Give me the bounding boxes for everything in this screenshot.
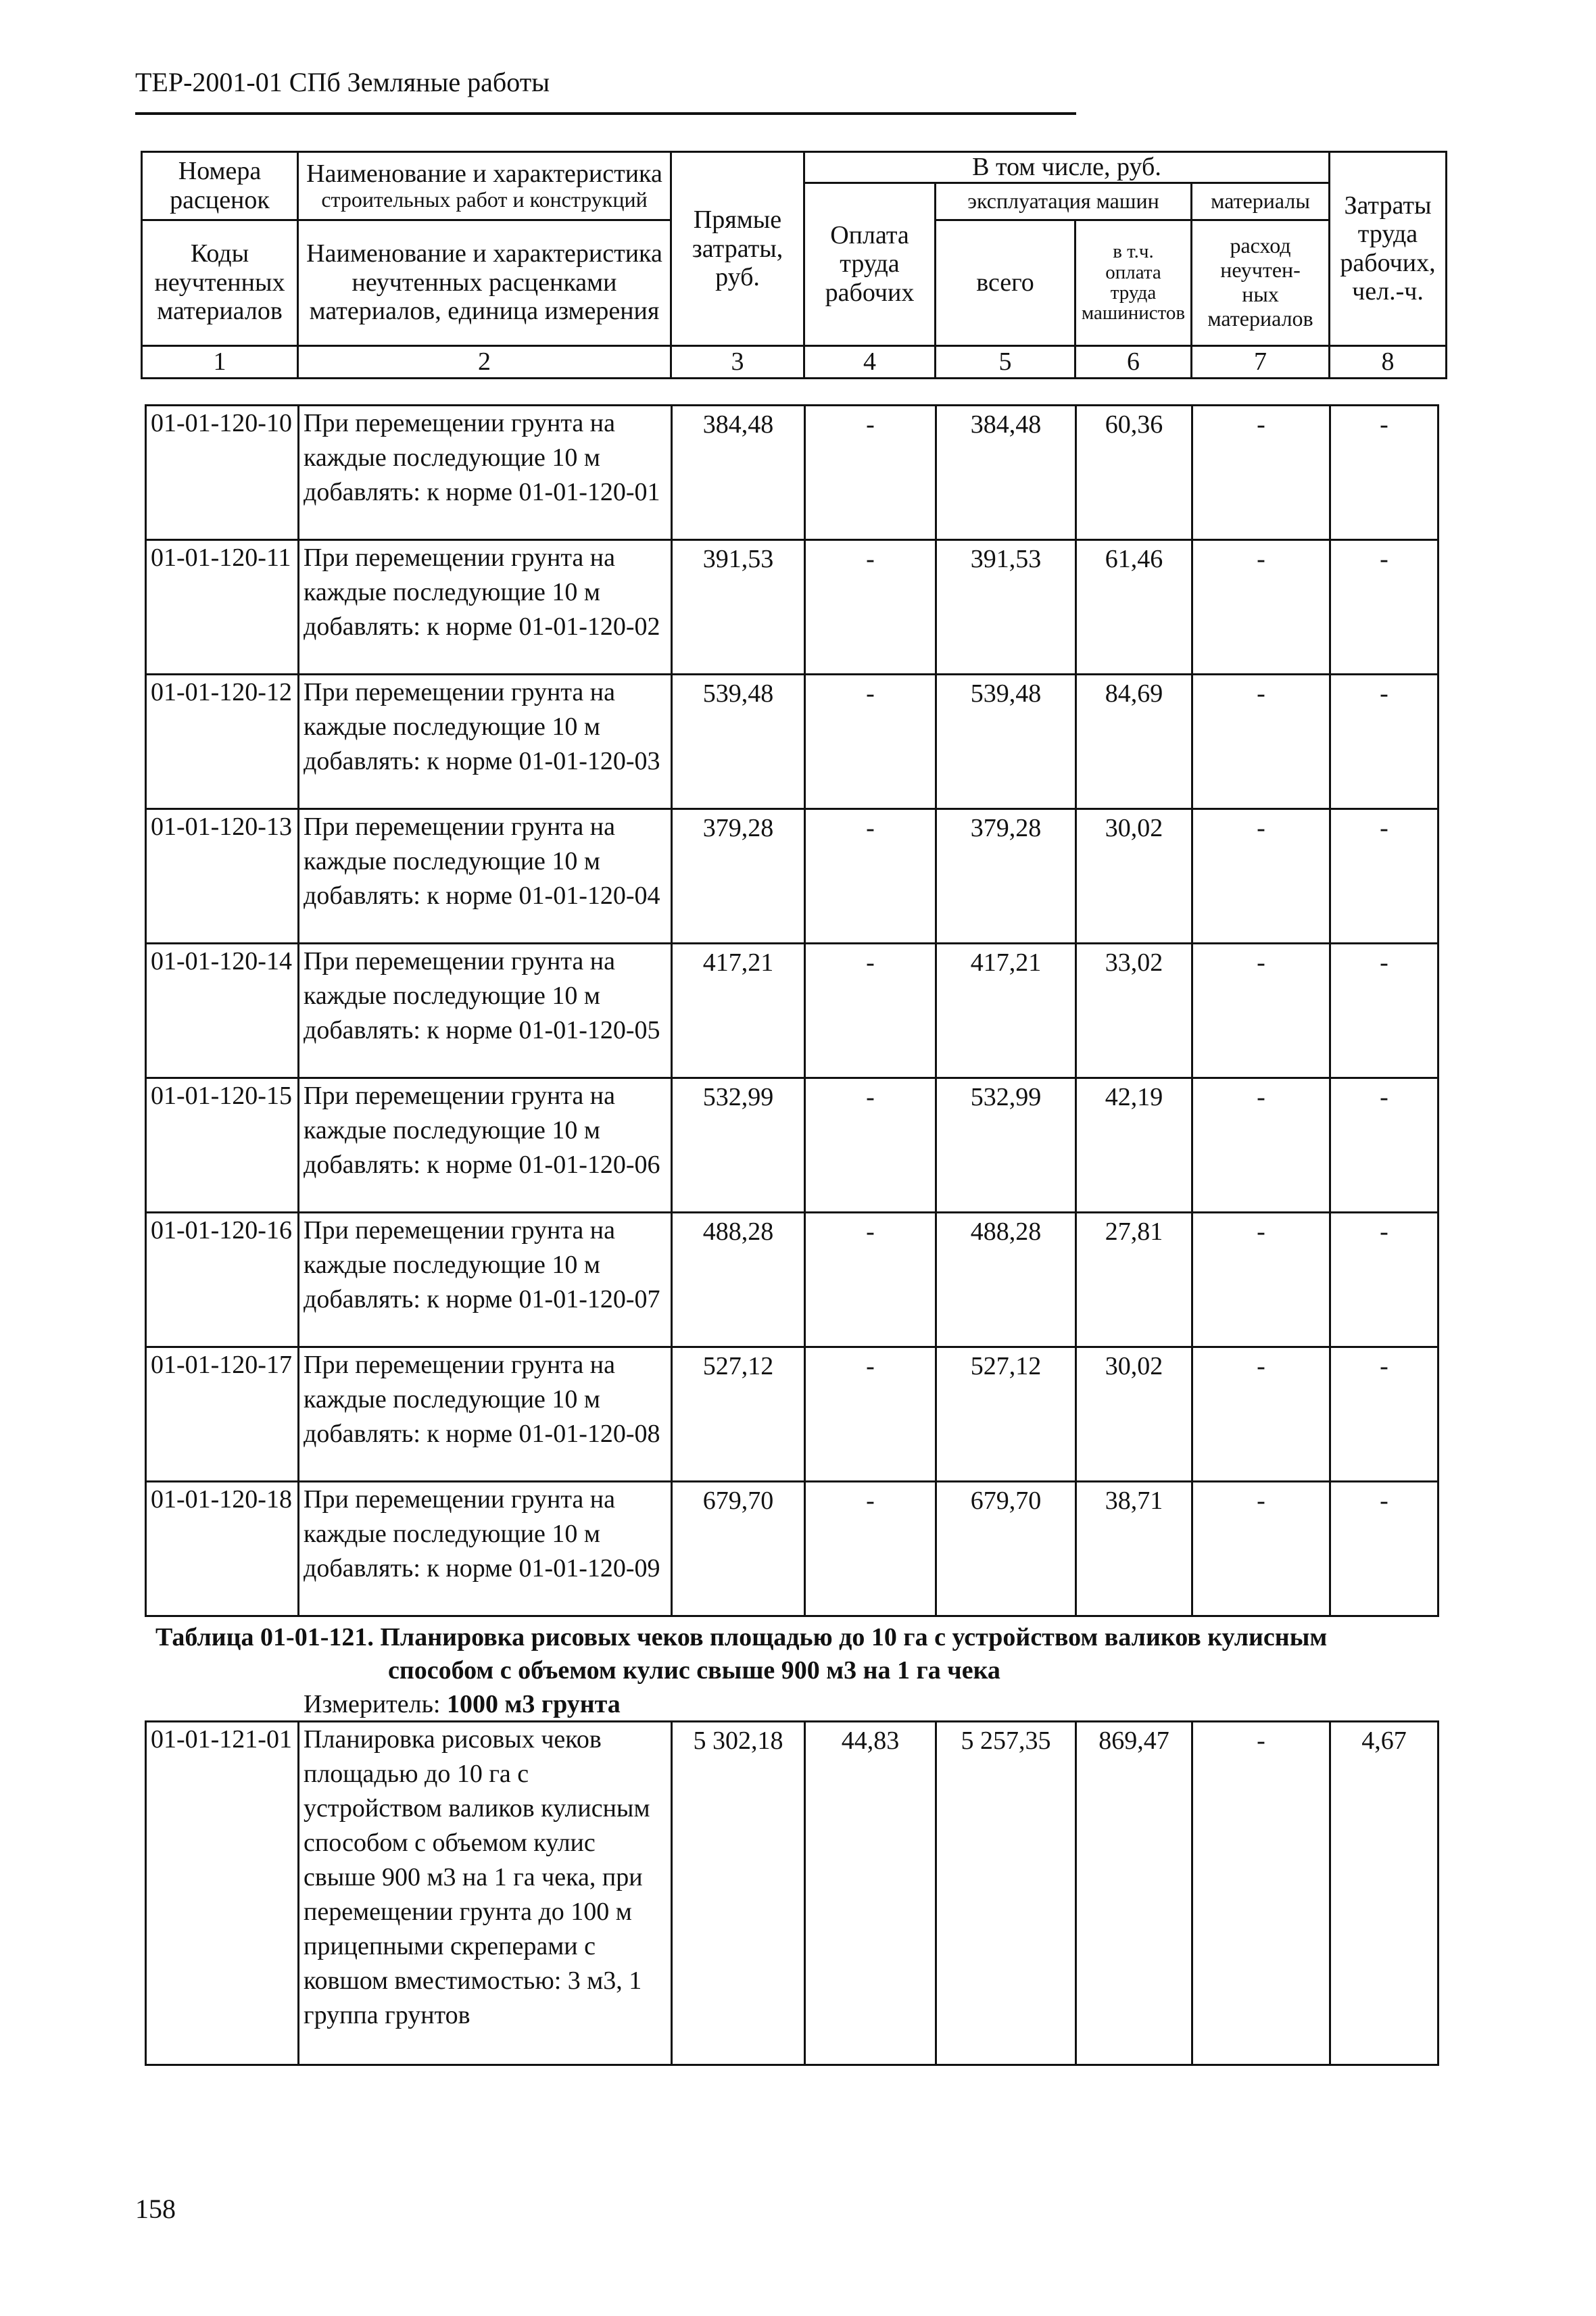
cell-machines: 391,53: [936, 540, 1076, 675]
cell-labor: -: [805, 1213, 936, 1347]
cell-operators: 38,71: [1076, 1482, 1192, 1616]
cell-hours: -: [1330, 944, 1438, 1078]
cell-code: 01-01-120-16: [146, 1213, 299, 1347]
cell-machines: 527,12: [936, 1347, 1076, 1482]
cell-hours: -: [1330, 1482, 1438, 1616]
table-row: [146, 1213, 1438, 1347]
col4-header: Оплата труда рабочих: [804, 183, 936, 345]
materials-header: материалы: [1192, 183, 1330, 220]
cell-code: 01-01-120-12: [146, 675, 299, 809]
cell-hours: -: [1330, 1078, 1438, 1213]
cell-operators: 60,36: [1076, 406, 1192, 540]
cell-desc: Планировка рисовых чеков площадью до 10 га с устройством валиков кулисным способом с объемом кулис свыше 900 м3 на 1 га чека, при перемещении грунта до 100 м прицепными скреперами с ковшом вместимостью: 3 м3, 1 группа грунтов: [299, 1722, 672, 2065]
table-row: [146, 1347, 1438, 1482]
cell-materials: -: [1192, 809, 1330, 944]
col-number: 7: [1192, 345, 1330, 378]
col7-header: расход неучтен- ных материалов: [1192, 220, 1330, 345]
cell-code: 01-01-120-15: [146, 1078, 299, 1213]
cell-materials: -: [1192, 1347, 1330, 1482]
cell-hours: -: [1330, 406, 1438, 540]
table-caption-line2: способом с объемом кулис свыше 900 м3 на 1 га чека: [388, 1656, 1000, 1685]
cell-machines: 379,28: [936, 809, 1076, 944]
cell-operators: 30,02: [1076, 809, 1192, 944]
cell-desc: При перемещении грунта на каждые последующие 10 м добавлять: к норме 01-01-120-04: [299, 809, 672, 944]
cell-hours: -: [1330, 809, 1438, 944]
cell-machines: 417,21: [936, 944, 1076, 1078]
cell-direct: 5 302,18: [672, 1722, 805, 2065]
cell-operators: 869,47: [1076, 1722, 1192, 2065]
cell-materials: -: [1192, 540, 1330, 675]
col6-header: в т.ч. оплата труда машинистов: [1075, 220, 1192, 345]
cell-desc: При перемещении грунта на каждые последующие 10 м добавлять: к норме 01-01-120-01: [299, 406, 672, 540]
table-row: [146, 1078, 1438, 1213]
table-header: [141, 151, 1447, 379]
cell-labor: -: [805, 809, 936, 944]
cell-materials: -: [1192, 406, 1330, 540]
cell-direct: 532,99: [672, 1078, 805, 1213]
cell-code: 01-01-120-10: [146, 406, 299, 540]
cell-hours: -: [1330, 1347, 1438, 1482]
cell-machines: 488,28: [936, 1213, 1076, 1347]
col-number: 2: [298, 345, 671, 378]
table-row: [146, 406, 1438, 540]
cell-operators: 61,46: [1076, 540, 1192, 675]
cell-operators: 30,02: [1076, 1347, 1192, 1482]
measure-value: 1000 м3 грунта: [447, 1690, 621, 1718]
page-number: 158: [135, 2194, 176, 2224]
table-row: [146, 809, 1438, 944]
cell-code: 01-01-120-11: [146, 540, 299, 675]
cell-machines: 5 257,35: [936, 1722, 1076, 2065]
cell-operators: 27,81: [1076, 1213, 1192, 1347]
col-number: 8: [1330, 345, 1447, 378]
table-caption: Таблица 01-01-121. Планировка рисовых чеков площадью до 10 га с устройством валиков кулисным: [155, 1623, 1328, 1651]
cell-labor: -: [805, 675, 936, 809]
table-row: [146, 1482, 1438, 1616]
cell-desc: При перемещении грунта на каждые последующие 10 м добавлять: к норме 01-01-120-06: [299, 1078, 672, 1213]
col8-header: Затраты труда рабочих, чел.-ч.: [1330, 152, 1447, 346]
col2-bottom-header: Наименование и характеристика неучтенных расценками материалов, единица измерения: [298, 220, 671, 345]
cell-desc: При перемещении грунта на каждые последующие 10 м добавлять: к норме 01-01-120-05: [299, 944, 672, 1078]
col5-header: всего: [936, 220, 1075, 345]
col1-bottom-header: Коды неучтенных материалов: [142, 220, 298, 345]
table-row: [146, 944, 1438, 1078]
cell-code: 01-01-120-17: [146, 1347, 299, 1482]
col-number: 3: [671, 345, 804, 378]
cell-machines: 679,70: [936, 1482, 1076, 1616]
cell-direct: 384,48: [672, 406, 805, 540]
cell-machines: 532,99: [936, 1078, 1076, 1213]
measure-line: [304, 1687, 621, 1721]
table-row: [146, 1722, 1438, 2065]
cell-desc: При перемещении грунта на каждые последующие 10 м добавлять: к норме 01-01-120-08: [299, 1347, 672, 1482]
cell-direct: 379,28: [672, 809, 805, 944]
group-header: В том числе, руб.: [804, 152, 1330, 183]
cell-materials: -: [1192, 675, 1330, 809]
cell-labor: -: [805, 944, 936, 1078]
measure-label: Измеритель:: [304, 1690, 441, 1718]
col1-top-header: Номера расценок: [142, 152, 298, 220]
cell-labor: -: [805, 1078, 936, 1213]
cell-code: 01-01-120-14: [146, 944, 299, 1078]
cell-operators: 33,02: [1076, 944, 1192, 1078]
col2-top-header: Наименование и характеристика строительных работ и конструкций: [298, 152, 671, 220]
table-row: [146, 540, 1438, 675]
cell-hours: -: [1330, 540, 1438, 675]
cell-materials: -: [1192, 1722, 1330, 2065]
cell-hours: -: [1330, 1213, 1438, 1347]
cell-machines: 539,48: [936, 675, 1076, 809]
cell-materials: -: [1192, 944, 1330, 1078]
cell-operators: 42,19: [1076, 1078, 1192, 1213]
cell-labor: -: [805, 406, 936, 540]
cell-desc: При перемещении грунта на каждые последующие 10 м добавлять: к норме 01-01-120-07: [299, 1213, 672, 1347]
cell-direct: 417,21: [672, 944, 805, 1078]
col-number: 5: [936, 345, 1075, 378]
cell-desc: При перемещении грунта на каждые последующие 10 м добавлять: к норме 01-01-120-02: [299, 540, 672, 675]
cell-labor: 44,83: [805, 1722, 936, 2065]
cell-materials: -: [1192, 1213, 1330, 1347]
cell-operators: 84,69: [1076, 675, 1192, 809]
col-number: 6: [1075, 345, 1192, 378]
cell-materials: -: [1192, 1482, 1330, 1616]
page-header: ТЕР-2001-01 СПб Земляные работы: [135, 67, 550, 97]
cell-desc: При перемещении грунта на каждые последующие 10 м добавлять: к норме 01-01-120-03: [299, 675, 672, 809]
cell-direct: 679,70: [672, 1482, 805, 1616]
cell-code: 01-01-121-01: [146, 1722, 299, 2065]
cell-direct: 488,28: [672, 1213, 805, 1347]
col3-header: Прямые затраты, руб.: [671, 152, 804, 346]
cell-code: 01-01-120-18: [146, 1482, 299, 1616]
cell-direct: 539,48: [672, 675, 805, 809]
cell-direct: 391,53: [672, 540, 805, 675]
rates-table-2: [145, 1720, 1439, 2066]
header-rule: [135, 112, 1076, 115]
cell-labor: -: [805, 1347, 936, 1482]
col-number: 4: [804, 345, 936, 378]
cell-hours: 4,67: [1330, 1722, 1438, 2065]
cell-machines: 384,48: [936, 406, 1076, 540]
cell-code: 01-01-120-13: [146, 809, 299, 944]
cell-labor: -: [805, 1482, 936, 1616]
cell-labor: -: [805, 540, 936, 675]
rates-table: [145, 404, 1439, 1617]
machines-header: эксплуатация машин: [936, 183, 1192, 220]
cell-hours: -: [1330, 675, 1438, 809]
table-row: [146, 675, 1438, 809]
cell-desc: При перемещении грунта на каждые последующие 10 м добавлять: к норме 01-01-120-09: [299, 1482, 672, 1616]
cell-materials: -: [1192, 1078, 1330, 1213]
cell-direct: 527,12: [672, 1347, 805, 1482]
col-number: 1: [142, 345, 298, 378]
